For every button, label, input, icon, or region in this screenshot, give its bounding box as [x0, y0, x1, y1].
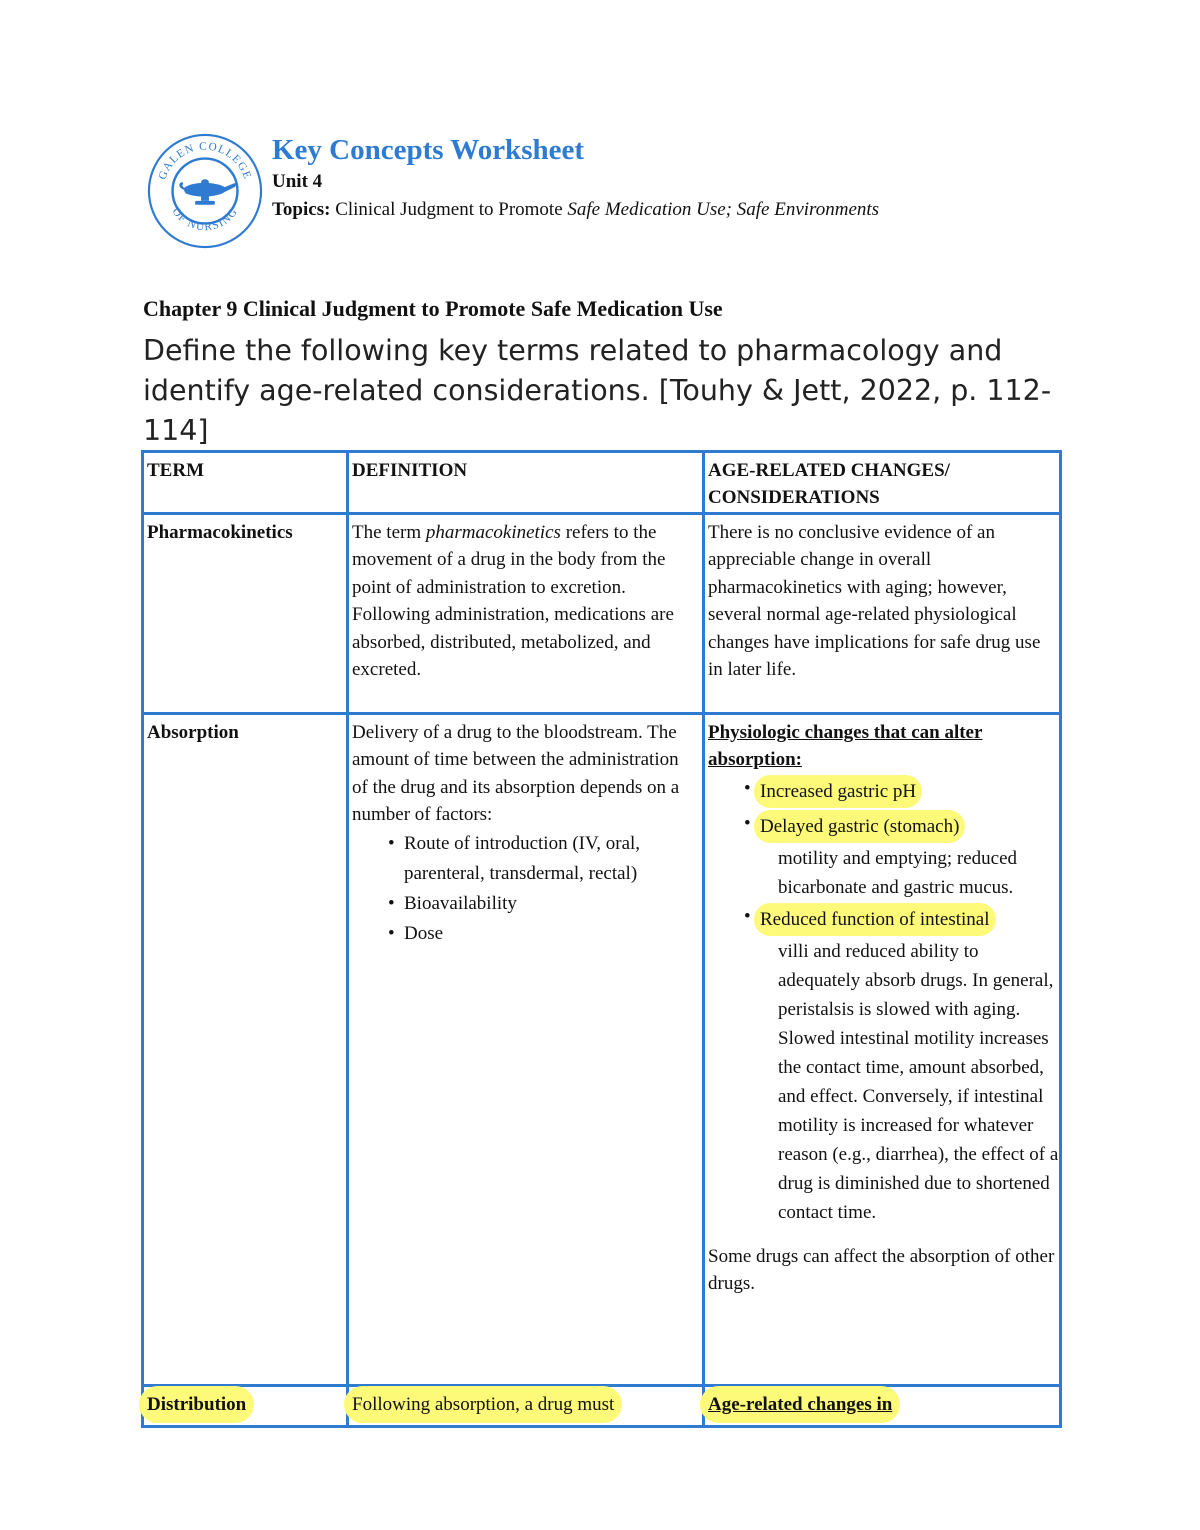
list-item: • Dose: [388, 919, 698, 949]
highlighted-text: Delayed gastric (stomach): [760, 815, 960, 837]
table-header-row: [143, 452, 1061, 514]
table-row: [143, 514, 1061, 714]
factor-list: [352, 829, 698, 949]
chapter-heading: Chapter 9 Clinical Judgment to Promote Safe Medication Use: [143, 296, 723, 321]
age-related-cell: [704, 714, 1061, 1386]
highlighted-text: Age-related changes in: [708, 1394, 893, 1415]
highlighted-text: Distribution: [147, 1394, 247, 1415]
term-cell: Pharmacokinetics: [143, 514, 348, 714]
table-row: [143, 1386, 1061, 1427]
header-age-related: AGE-RELATED CHANGES/ CONSIDERATIONS: [704, 452, 1061, 514]
highlighted-text: Following absorption, a drug must: [352, 1394, 615, 1415]
list-item: [742, 774, 1055, 809]
term-cell: Absorption: [143, 714, 348, 1386]
worksheet-header: [272, 132, 879, 224]
header-term: TERM: [143, 452, 348, 514]
list-item: • Reduced function of intestinal villi and reduced ability to adequately absorb drugs. In general, peristalsis is slowed with aging. Slowed intestinal motility increases the contact time, amount absorbed, and effect. Conversely, if intestinal motility is increased for whatever reason (e.g., diarrhea), the effect of a drug is diminished due to shortened contact time.: [742, 902, 1055, 1227]
list-item: • Bioavailability: [388, 889, 698, 919]
key-terms-table: [141, 450, 1062, 1428]
unit-label: Unit 4: [272, 171, 323, 192]
logo-arc-text-bottom: OF NURSING: [169, 205, 241, 234]
topics-line: [272, 196, 879, 224]
header-definition: DEFINITION: [348, 452, 704, 514]
definition-cell: The term pharmacokinetics refers to the movement of a drug in the body from the point of administration to excretion. Following administration, medications are absorbed, distributed, metabolized, and excreted.: [348, 514, 704, 714]
list-item: • Delayed gastric (stomach) motility and emptying; reduced bicarbonate and gastric mucus.: [742, 809, 1055, 902]
oil-lamp-icon: [179, 179, 236, 205]
italic-term: pharmacokinetics: [425, 522, 561, 543]
definition-cell: [348, 714, 704, 1386]
topics-italic-text: Safe Medication Use; Safe Environments: [567, 199, 880, 220]
age-related-cell: [704, 1386, 1061, 1427]
age-related-cell: There is no conclusive evidence of an appreciable change in overall pharmacokinetics with aging; however, several normal age-related physiological changes have implications for safe drug use in later life.: [704, 514, 1061, 714]
definition-text: Delivery of a drug to the bloodstream. The amount of time between the administration of the drug and its absorption depends on a number of factors:: [352, 722, 680, 826]
instructions-text: Define the following key terms related to pharmacology and identify age-related considerations. [Touhy & Jett, 2022, p. 112-114]: [143, 334, 1052, 447]
highlighted-text: Reduced function of intestinal: [760, 908, 990, 930]
definition-cell: [348, 1386, 704, 1427]
topics-text: Clinical Judgment to Promote: [335, 199, 568, 220]
age-subheading: Physiologic changes that can alter absorption:: [708, 722, 983, 771]
highlighted-text: Increased gastric pH: [760, 780, 917, 802]
college-seal-logo: [146, 132, 264, 250]
logo-arc-text-top: GALEN COLLEGE: [156, 140, 254, 182]
physiologic-changes-list: [708, 774, 1059, 1227]
term-cell: [143, 1386, 348, 1427]
worksheet-title: Key Concepts Worksheet: [272, 134, 585, 166]
table-row: [143, 714, 1061, 1386]
absorption-note: Some drugs can affect the absorption of other drugs.: [708, 1245, 1055, 1295]
topics-label: Topics:: [272, 199, 331, 220]
list-item: • Route of introduction (IV, oral, parenteral, transdermal, rectal): [388, 829, 698, 889]
